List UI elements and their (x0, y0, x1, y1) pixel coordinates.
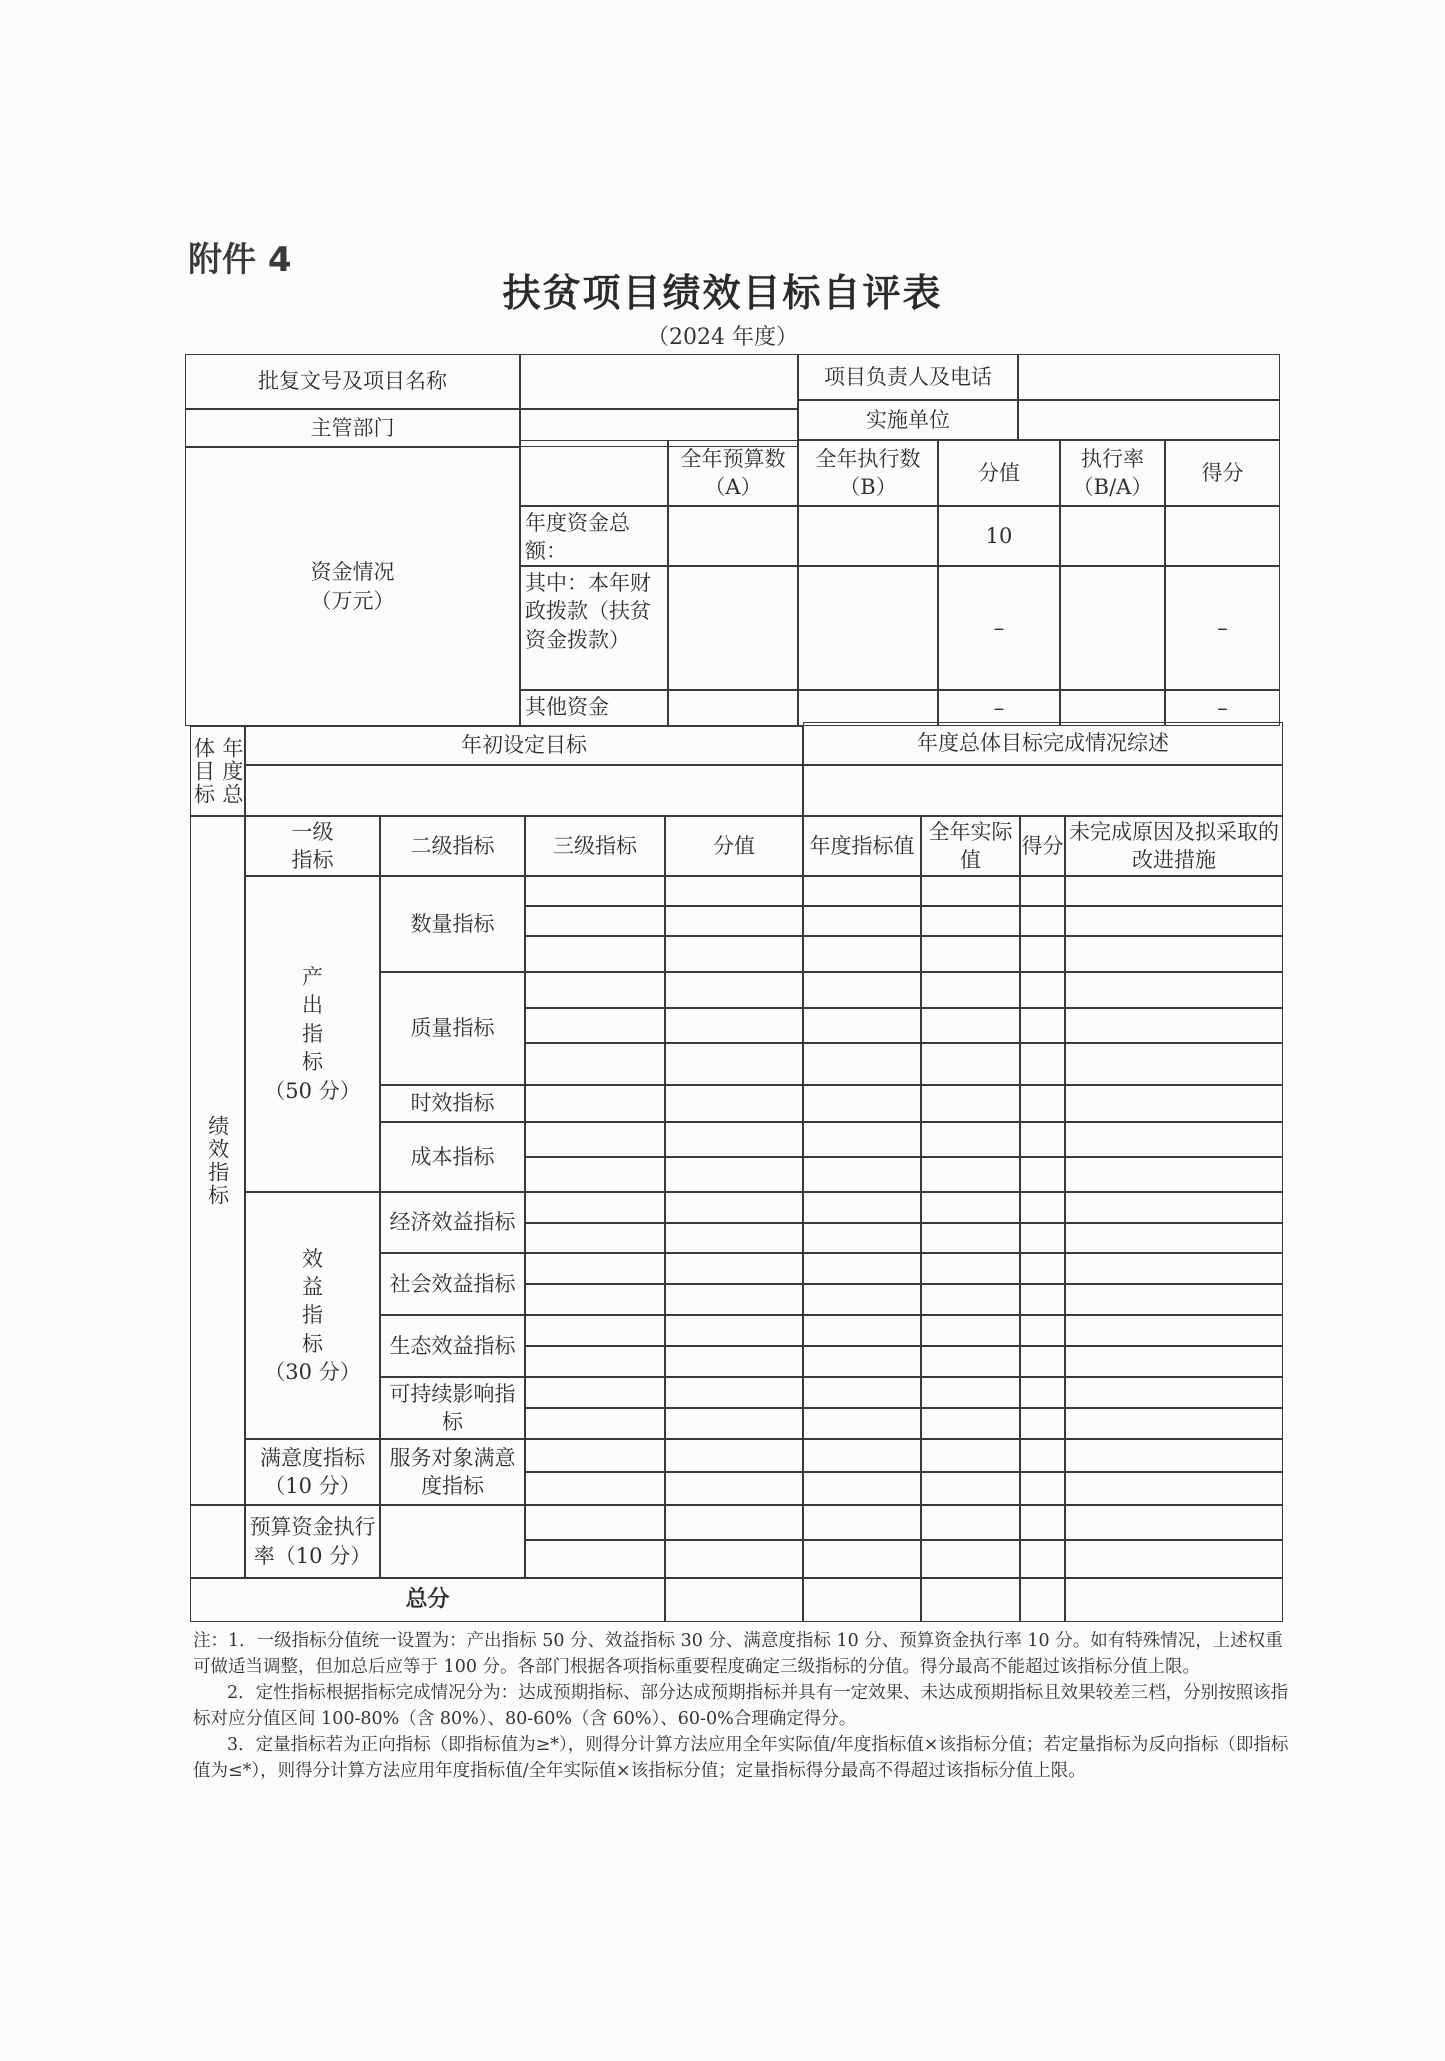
grid-cell-actual (921, 1008, 1020, 1043)
grid-cell-got (1020, 1157, 1065, 1192)
grid-cell-score (665, 1505, 803, 1540)
grid-cell-actual (921, 1043, 1020, 1085)
grid-cell-got (1020, 1346, 1065, 1377)
grid-cell-lvl3 (525, 1505, 665, 1540)
grid-cell-score (665, 1043, 803, 1085)
grid-cell-got (1020, 1505, 1065, 1540)
grid-cell-target (803, 1122, 921, 1157)
grid-cell-actual (921, 972, 1020, 1008)
grid-cell-got (1020, 1085, 1065, 1122)
grid-cell-got (1020, 1540, 1065, 1578)
grid-cell-reason (1065, 1439, 1283, 1472)
grid-cell-target (803, 1157, 921, 1192)
grid-cell-got (1020, 1192, 1065, 1223)
grid-cell-lvl3 (525, 1315, 665, 1346)
rate-header: 执行率 （B/A） (1060, 440, 1165, 506)
grid-cell-target (803, 972, 921, 1008)
grid-cell-got (1020, 1578, 1065, 1622)
quality-label: 质量指标 (380, 972, 525, 1085)
other-label: 其他资金 (520, 690, 668, 726)
lvl3-header: 三级指标 (525, 816, 665, 876)
grid-cell-actual (921, 1157, 1020, 1192)
grid-cell-reason (1065, 1085, 1283, 1122)
grid-cell-reason (1065, 1008, 1283, 1043)
grid-cell-reason (1065, 1043, 1283, 1085)
economic-label: 经济效益指标 (380, 1192, 525, 1253)
grid-cell-actual (921, 1408, 1020, 1439)
grid-cell-target (803, 1085, 921, 1122)
grid-cell-lvl3 (525, 1439, 665, 1472)
grid-cell-target (803, 1043, 921, 1085)
grid-cell-got (1020, 876, 1065, 906)
grid-cell-target (803, 1540, 921, 1578)
grid-cell-actual (921, 1253, 1020, 1284)
grid-cell-lvl3 (525, 1284, 665, 1315)
grid-cell-score (665, 1284, 803, 1315)
grid-cell-lvl3 (525, 972, 665, 1008)
grid-cell-score (665, 1377, 803, 1408)
grid-cell-lvl3 (525, 1472, 665, 1505)
grid-cell-got (1020, 906, 1065, 936)
grid-cell-target (803, 1505, 921, 1540)
goal-initial-value (245, 765, 803, 816)
grid-cell-actual (921, 1540, 1020, 1578)
total-exec-cell (798, 506, 938, 566)
grid-cell-got (1020, 1253, 1065, 1284)
exec-header: 全年执行数 （B） (798, 440, 938, 506)
grid-cell-reason (1065, 1223, 1283, 1253)
grid-cell-actual (921, 1472, 1020, 1505)
total-funds-label: 年度资金总额： (520, 506, 668, 566)
perf-score-header: 分值 (665, 816, 803, 876)
grid-cell-got (1020, 972, 1065, 1008)
grid-cell-reason (1065, 1122, 1283, 1157)
grid-cell-reason (1065, 1377, 1283, 1408)
grid-cell-lvl3 (525, 1157, 665, 1192)
grid-cell-actual (921, 1192, 1020, 1223)
grid-cell-score (665, 1085, 803, 1122)
grid-cell-reason (1065, 1315, 1283, 1346)
fiscal-score: – (938, 566, 1060, 690)
grid-cell-got (1020, 1223, 1065, 1253)
lvl1-header: 一级 指标 (245, 816, 380, 876)
fiscal-label: 其中：本年财政拨款（扶贫资金拨款） (520, 566, 668, 690)
total-label: 总分 (190, 1578, 665, 1622)
grid-cell-score (665, 906, 803, 936)
grid-cell-reason (1065, 1157, 1283, 1192)
grid-cell-score (665, 1408, 803, 1439)
grid-cell-target (803, 1377, 921, 1408)
goal-label: 年度总体目标 (190, 726, 245, 816)
grid-cell-got (1020, 1284, 1065, 1315)
grid-cell-target (803, 1472, 921, 1505)
page-title: 扶贫项目绩效目标自评表 (502, 271, 943, 315)
grid-cell-got (1020, 936, 1065, 972)
other-score: – (938, 690, 1060, 726)
approval-value-cell (520, 354, 798, 409)
grid-cell-score (665, 1346, 803, 1377)
grid-cell-reason (1065, 906, 1283, 936)
grid-cell-score (665, 1122, 803, 1157)
benefit-label: 效 益 指 标 （30 分） (245, 1192, 380, 1439)
grid-cell-score (665, 1315, 803, 1346)
grid-cell-lvl3 (525, 1540, 665, 1578)
grid-cell-score (665, 972, 803, 1008)
grid-cell-reason (1065, 936, 1283, 972)
other-got: – (1165, 690, 1280, 726)
fiscal-exec-cell (798, 566, 938, 690)
funds-score-header: 分值 (938, 440, 1060, 506)
note-3: 3．定量指标若为正向指标（即指标值为≥*），则得分计算方法应用全年实际值/年度指标值×该指标分值；若定量指标为反向指标（即指标值为≤*），则得分计算方法应用年度指标值/全年实际值×该指标分值；定量指标得分最高不得超过该指标分值上限。 (193, 1735, 1289, 1781)
funds-got-header: 得分 (1165, 440, 1280, 506)
sustainable-label: 可持续影响指标 (380, 1377, 525, 1439)
note-1: 注：1．一级指标分值统一设置为：产出指标 50 分、效益指标 30 分、满意度指标 10 分、预算资金执行率 10 分。如有特殊情况，上述权重可做适当调整，但加总后应等于 100 分。各部门根据各项指标重要程度确定三级指标的分值。得分最高不能超过该指标分值上限。 (193, 1631, 1283, 1677)
quantity-label: 数量指标 (380, 876, 525, 972)
dept-label: 主管部门 (185, 409, 520, 447)
grid-cell-target (803, 1439, 921, 1472)
social-label: 社会效益指标 (380, 1253, 525, 1315)
grid-cell-got (1020, 1122, 1065, 1157)
grid-cell-lvl3 (525, 1253, 665, 1284)
grid-cell-score (665, 1253, 803, 1284)
fiscal-rate-cell (1060, 566, 1165, 690)
grid-cell-actual (921, 1122, 1020, 1157)
grid-cell-lvl3 (525, 1008, 665, 1043)
grid-cell-actual (921, 1223, 1020, 1253)
grid-cell-target (803, 906, 921, 936)
total-budget-cell (668, 506, 798, 566)
leader-label: 项目负责人及电话 (798, 354, 1018, 400)
grid-cell-score (665, 1157, 803, 1192)
grid-cell-score (665, 1223, 803, 1253)
year-subtitle: （2024 年度） (647, 325, 798, 350)
grid-cell-lvl3 (525, 1346, 665, 1377)
goal-summary-value (803, 765, 1283, 816)
goal-summary-header: 年度总体目标完成情况综述 (803, 722, 1283, 765)
total-rate-cell (1060, 506, 1165, 566)
lvl2-header: 二级指标 (380, 816, 525, 876)
grid-cell-reason (1065, 1346, 1283, 1377)
grid-cell-got (1020, 1008, 1065, 1043)
grid-cell-target (803, 1346, 921, 1377)
funds-label: 资金情况 （万元） (185, 447, 520, 726)
grid-cell-score (665, 1192, 803, 1223)
grid-cell-got (1020, 1315, 1065, 1346)
grid-cell-actual (921, 1346, 1020, 1377)
grid-cell-actual (921, 1578, 1020, 1622)
grid-cell-reason (1065, 1284, 1283, 1315)
grid-cell-actual (921, 876, 1020, 906)
grid-cell-got (1020, 1472, 1065, 1505)
grid-cell-score (665, 876, 803, 906)
grid-cell-reason (1065, 1472, 1283, 1505)
grid-cell-reason (1065, 1505, 1283, 1540)
grid-cell-lvl3 (525, 1223, 665, 1253)
grid-cell-lvl3 (525, 1043, 665, 1085)
grid-cell-lvl3 (525, 876, 665, 906)
grid-cell-lvl3 (525, 936, 665, 972)
grid-cell-score (665, 1540, 803, 1578)
funds-head-empty (520, 440, 668, 506)
grid-cell-actual (921, 1439, 1020, 1472)
grid-cell-actual (921, 1284, 1020, 1315)
total-funds-score: 10 (938, 506, 1060, 566)
budget-exec-label: 预算资金执行率（10 分） (245, 1505, 380, 1578)
grid-cell-lvl3 (525, 1122, 665, 1157)
other-budget-cell (668, 690, 798, 726)
leader-value-cell (1018, 354, 1280, 400)
ecological-label: 生态效益指标 (380, 1315, 525, 1377)
other-exec-cell (798, 690, 938, 726)
grid-cell-actual (921, 1315, 1020, 1346)
satisfaction-label: 满意度指标（10 分） (245, 1439, 380, 1505)
grid-cell-score (665, 1578, 803, 1622)
other-rate-cell (1060, 690, 1165, 726)
attachment-label: 附件 4 (188, 240, 292, 280)
fiscal-budget-cell (668, 566, 798, 690)
goal-initial-header: 年初设定目标 (245, 726, 803, 765)
grid-cell-target (803, 936, 921, 972)
actual-header: 全年实际值 (921, 816, 1020, 876)
reason-header: 未完成原因及拟采取的改进措施 (1065, 816, 1283, 876)
grid-cell-target (803, 1253, 921, 1284)
grid-cell-reason (1065, 1253, 1283, 1284)
annual-target-header: 年度指标值 (803, 816, 921, 876)
impl-label: 实施单位 (798, 400, 1018, 440)
grid-cell-reason (1065, 1408, 1283, 1439)
grid-cell-target (803, 1578, 921, 1622)
grid-cell-got (1020, 1377, 1065, 1408)
grid-cell-reason (1065, 1192, 1283, 1223)
grid-cell-actual (921, 1505, 1020, 1540)
notes (193, 1628, 1291, 1784)
budget-header: 全年预算数 （A） (668, 440, 798, 506)
grid-cell-lvl3 (525, 1192, 665, 1223)
grid-cell-lvl3 (525, 906, 665, 936)
grid-cell-score (665, 936, 803, 972)
fiscal-got: – (1165, 566, 1280, 690)
budget-exec-side (190, 1505, 245, 1578)
grid-cell-target (803, 1192, 921, 1223)
grid-cell-actual (921, 1085, 1020, 1122)
grid-cell-target (803, 1008, 921, 1043)
cost-label: 成本指标 (380, 1122, 525, 1192)
budget-exec-lvl2 (380, 1505, 525, 1578)
approval-label: 批复文号及项目名称 (185, 354, 520, 409)
grid-cell-reason (1065, 972, 1283, 1008)
perf-got-header: 得分 (1020, 816, 1065, 876)
grid-cell-score (665, 1439, 803, 1472)
grid-cell-reason (1065, 876, 1283, 906)
grid-cell-target (803, 1315, 921, 1346)
grid-cell-actual (921, 906, 1020, 936)
grid-cell-actual (921, 1377, 1020, 1408)
grid-cell-lvl3 (525, 1377, 665, 1408)
grid-cell-reason (1065, 1540, 1283, 1578)
note-2: 2．定性指标根据指标完成情况分为：达成预期指标、部分达成预期指标并具有一定效果、未达成预期指标且效果较差三档，分别按照该指标对应分值区间 100-80%（含 80%）、80-60%（含 60%）、60-0%合理确定得分。 (193, 1683, 1289, 1729)
total-got-cell (1165, 506, 1280, 566)
grid-cell-target (803, 1223, 921, 1253)
grid-cell-target (803, 876, 921, 906)
grid-cell-got (1020, 1408, 1065, 1439)
grid-cell-target (803, 1284, 921, 1315)
service-label: 服务对象满意度指标 (380, 1439, 525, 1505)
grid-cell-reason (1065, 1578, 1283, 1622)
timeliness-label: 时效指标 (380, 1085, 525, 1122)
perf-label: 绩效指标 (190, 816, 245, 1505)
grid-cell-lvl3 (525, 1408, 665, 1439)
grid-cell-target (803, 1408, 921, 1439)
grid-cell-got (1020, 1043, 1065, 1085)
output-label: 产 出 指 标 （50 分） (245, 876, 380, 1192)
grid-cell-lvl3 (525, 1085, 665, 1122)
grid-cell-score (665, 1008, 803, 1043)
impl-value-cell (1018, 400, 1280, 440)
grid-cell-score (665, 1472, 803, 1505)
grid-cell-got (1020, 1439, 1065, 1472)
grid-cell-actual (921, 936, 1020, 972)
